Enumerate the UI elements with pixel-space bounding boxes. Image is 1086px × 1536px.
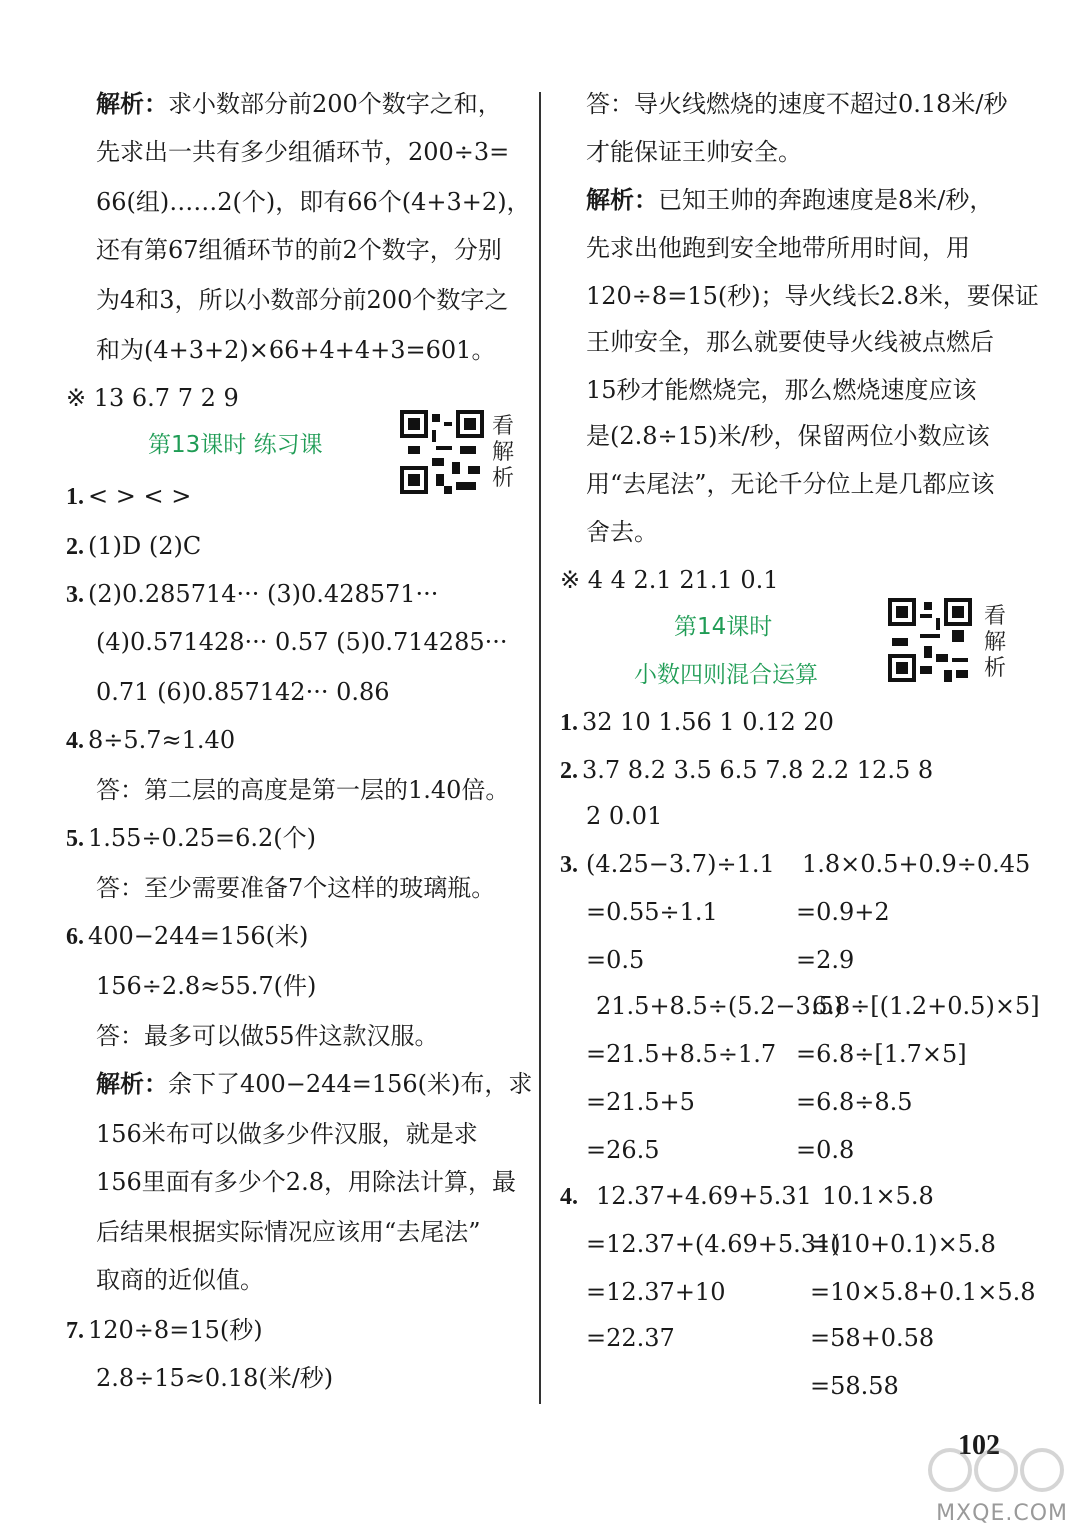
question-6-line: 156÷2.8≈55.7(件) [96,972,317,1000]
question-7: 7. 120÷8=15(秒) [66,1316,263,1344]
question-5-answer: 答：至少需要准备7个这样的玻璃瓶。 [96,874,496,902]
question-4-number: 4. [560,1184,578,1210]
lesson-title: 第14课时 [674,614,773,640]
analysis-line: 是(2.8÷15)米/秒，保留两位小数应该 [586,422,990,450]
calc-step: =10×5.8+0.1×5.8 [810,1278,1036,1306]
question-5: 5. 1.55÷0.25=6.2(个) [66,824,316,852]
calc-step: 10.1×5.8 [822,1182,934,1210]
question-6-answer: 答：最多可以做55件这款汉服。 [96,1022,439,1050]
analysis-line: 先求出他跑到安全地带所用时间，用 [586,234,970,262]
question-6-analysis-line: 156里面有多少个2.8，用除法计算，最 [96,1168,516,1196]
question-3-line: (4)0.571428··· 0.57 (5)0.714285··· [96,628,508,656]
question-2: 2. (1)D (2)C [66,532,202,560]
calc-step: =21.5+5 [586,1088,695,1116]
lesson-subtitle: 小数四则混合运算 [634,662,818,688]
answer-line: 答：导火线燃烧的速度不超过0.18米/秒 [586,90,1008,118]
qr-code-icon[interactable] [888,598,972,682]
calc-step: =58.58 [810,1372,899,1400]
qr-label: 看解析 [984,604,1007,681]
analysis-line: 66(组)……2(个)，即有66个(4+3+2)， [96,188,531,216]
calc-step: =0.55÷1.1 [586,898,718,926]
analysis-line: 王帅安全，那么就要使导火线被点燃后 [586,328,994,356]
question-2: 2. 3.7 8.2 3.5 6.5 7.8 2.2 12.5 8 [560,756,934,784]
analysis-line: 用“去尾法”，无论千分位上是几都应该 [586,470,995,498]
calc-step: =26.5 [586,1136,660,1164]
calc-step: =6.8÷8.5 [796,1088,913,1116]
analysis-line: 解析：已知王帅的奔跑速度是8米/秒， [586,185,994,214]
analysis-line: 和为(4+3+2)×66+4+4+3=601。 [96,336,496,364]
analysis-line: 为4和3，所以小数部分前200个数字之 [96,286,509,314]
analysis-line: 解析：求小数部分前200个数字之和， [96,89,502,118]
analysis-line: 120÷8=15(秒)；导火线长2.8米，要保证 [586,282,1039,310]
calc-step: 1.8×0.5+0.9÷0.45 [802,850,1031,878]
question-7-line: 2.8÷15≈0.18(米/秒) [96,1364,334,1392]
calc-step: 21.5+8.5÷(5.2−3.5) [596,992,843,1020]
analysis-line: 舍去。 [586,518,658,546]
question-6-analysis: 解析：余下了400−244=156(米)布，求 [96,1069,533,1098]
question-6-analysis-line: 取商的近似值。 [96,1266,264,1294]
calc-step: =6.8÷[1.7×5] [796,1040,967,1068]
calc-step: =0.5 [586,946,645,974]
extra-answers: ※ 13 6.7 7 2 9 [66,384,239,412]
page-number: 102 [958,1430,1000,1461]
calc-step: =(10+0.1)×5.8 [810,1230,996,1258]
question-3: 3. (2)0.285714··· (3)0.428571··· [66,580,439,608]
answer-line: 才能保证王帅安全。 [586,138,802,166]
question-3-number: 3. [560,852,578,878]
column-divider [539,92,541,1404]
watermark-text: MXQE.COM [936,1501,1068,1526]
question-6-analysis-line: 后结果根据实际情况应该用“去尾法” [96,1218,481,1246]
analysis-line: 15秒才能燃烧完，那么燃烧速度应该 [586,376,977,404]
calc-step: =0.8 [796,1136,855,1164]
calc-step: =58+0.58 [810,1324,935,1352]
lesson-title: 第13课时 练习课 [148,432,323,458]
analysis-line: 还有第67组循环节的前2个数字，分别 [96,236,502,264]
calc-step: (4.25−3.7)÷1.1 [586,850,775,878]
question-4: 4. 8÷5.7≈1.40 [66,726,236,754]
question-1: 1. 32 10 1.56 1 0.12 20 [560,708,834,736]
question-2-line: 2 0.01 [586,802,663,830]
qr-label: 看解析 [492,414,515,491]
extra-answers: ※ 4 4 2.1 21.1 0.1 [560,566,779,594]
question-6: 6. 400−244=156(米) [66,922,309,950]
calc-step: 6.8÷[(1.2+0.5)×5] [812,992,1040,1020]
calc-step: =12.37+10 [586,1278,726,1306]
question-6-analysis-line: 156米布可以做多少件汉服，就是求 [96,1120,478,1148]
calc-step: =0.9+2 [796,898,890,926]
analysis-line: 先求出一共有多少组循环节，200÷3= [96,138,510,166]
analysis-label: 解析： [96,89,168,118]
calc-step: =2.9 [796,946,855,974]
question-1: 1. < > < > [66,482,192,510]
analysis-label: 解析： [586,185,658,214]
calc-step: =22.37 [586,1324,675,1352]
calc-step: =21.5+8.5÷1.7 [586,1040,777,1068]
calc-step: =12.37+(4.69+5.31) [586,1230,841,1258]
question-3-line: 0.71 (6)0.857142··· 0.86 [96,678,390,706]
calc-step: 12.37+4.69+5.31 [596,1182,812,1210]
question-4-answer: 答：第二层的高度是第一层的1.40倍。 [96,776,510,804]
qr-code-icon[interactable] [400,410,484,494]
